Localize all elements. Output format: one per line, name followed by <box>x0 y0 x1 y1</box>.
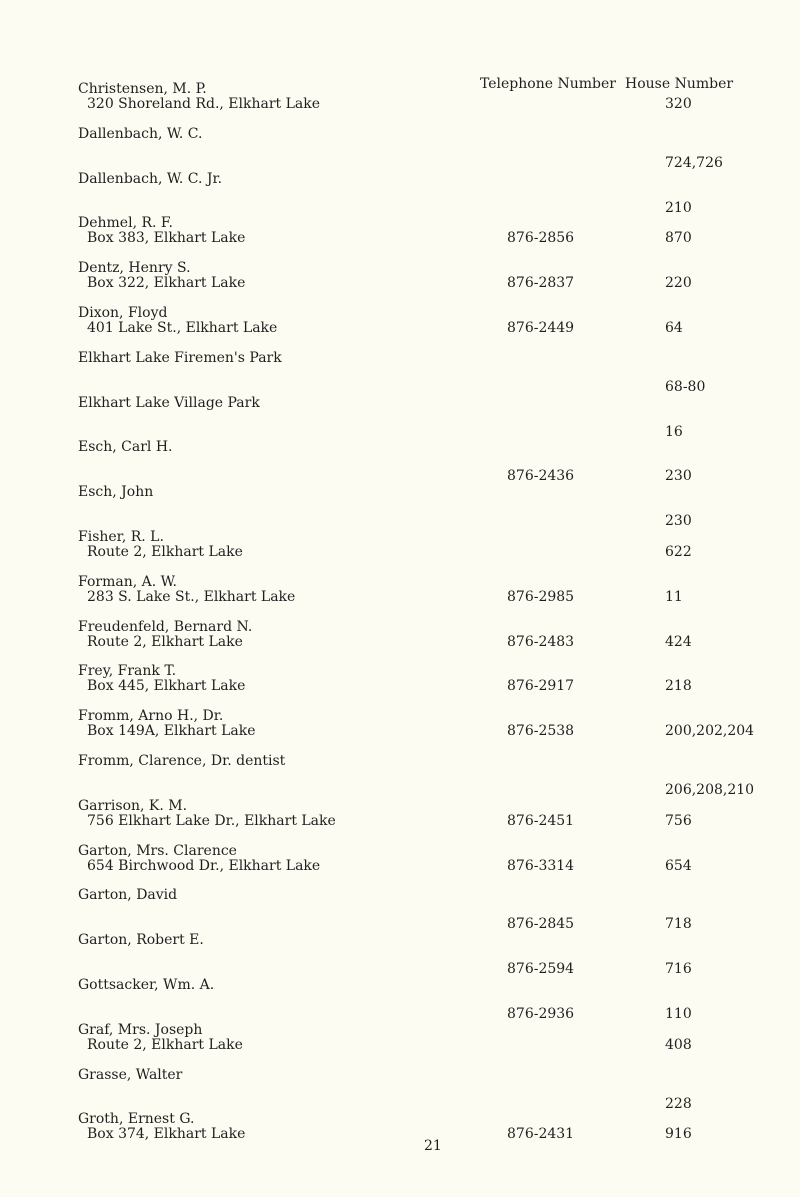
entry-address: 756 Elkhart Lake Dr., Elkhart Lake <box>87 813 336 829</box>
entry-telephone: 876-2451 <box>507 813 575 829</box>
entry-name: Garton, Robert E. <box>78 932 204 948</box>
directory-entry <box>0 932 800 976</box>
entry-address: Box 383, Elkhart Lake <box>87 230 246 246</box>
entry-name: Freudenfeld, Bernard N. <box>78 619 253 635</box>
telephone-number-header: Telephone Number <box>480 76 616 92</box>
entry-name: Garrison, K. M. <box>78 798 188 814</box>
entry-name: Dallenbach, W. C. <box>78 126 203 142</box>
entry-house-number: 110 <box>665 1006 692 1022</box>
entry-house-number: 206,208,210 <box>665 782 755 798</box>
entry-telephone: 876-2845 <box>507 916 575 932</box>
entry-house-number: 228 <box>665 1096 692 1112</box>
entry-name: Elkhart Lake Village Park <box>78 395 260 411</box>
entry-house-number: 718 <box>665 916 692 932</box>
directory-entry <box>0 708 800 752</box>
entry-house-number: 716 <box>665 961 692 977</box>
entry-house-number: 11 <box>665 589 683 605</box>
entry-house-number: 16 <box>665 424 683 440</box>
entry-house-number: 870 <box>665 230 692 246</box>
directory-entry <box>0 1067 800 1111</box>
entry-name: Esch, John <box>78 484 154 500</box>
entry-telephone: 876-2936 <box>507 1006 575 1022</box>
directory-entry <box>0 126 800 170</box>
entry-name: Gottsacker, Wm. A. <box>78 977 215 993</box>
directory-entry <box>0 843 800 887</box>
entry-name: Frey, Frank T. <box>78 663 177 679</box>
entry-address: Box 445, Elkhart Lake <box>87 678 246 694</box>
entry-telephone: 876-2917 <box>507 678 575 694</box>
entry-house-number: 424 <box>665 634 692 650</box>
directory-entry <box>0 619 800 663</box>
entry-house-number: 756 <box>665 813 692 829</box>
directory-entry <box>0 574 800 618</box>
entry-name: Garton, David <box>78 887 178 903</box>
directory-entry <box>0 887 800 931</box>
entry-address: 320 Shoreland Rd., Elkhart Lake <box>87 96 321 112</box>
entry-telephone: 876-2837 <box>507 275 575 291</box>
entry-address: Box 149A, Elkhart Lake <box>87 723 256 739</box>
entry-name: Elkhart Lake Firemen's Park <box>78 350 282 366</box>
entry-name: Grasse, Walter <box>78 1067 183 1083</box>
entry-telephone: 876-2431 <box>507 1126 575 1142</box>
directory-entry <box>0 215 800 259</box>
entry-house-number: 68-80 <box>665 379 706 395</box>
entry-name: Fisher, R. L. <box>78 529 164 545</box>
entry-name: Christensen, M. P. <box>78 81 207 97</box>
entry-house-number: 916 <box>665 1126 692 1142</box>
entry-name: Fromm, Clarence, Dr. dentist <box>78 753 286 769</box>
entry-name: Esch, Carl H. <box>78 439 173 455</box>
entry-name: Dentz, Henry S. <box>78 260 191 276</box>
entry-name: Graf, Mrs. Joseph <box>78 1022 203 1038</box>
entry-name: Fromm, Arno H., Dr. <box>78 708 224 724</box>
entry-telephone: 876-2856 <box>507 230 575 246</box>
entry-house-number: 622 <box>665 544 692 560</box>
entry-telephone: 876-2483 <box>507 634 575 650</box>
entry-telephone: 876-2538 <box>507 723 575 739</box>
entry-house-number: 724,726 <box>665 155 723 171</box>
entry-address: Box 374, Elkhart Lake <box>87 1126 246 1142</box>
directory-entry <box>0 663 800 707</box>
entry-house-number: 408 <box>665 1037 692 1053</box>
entry-house-number: 230 <box>665 513 692 529</box>
entry-telephone: 876-2594 <box>507 961 575 977</box>
entry-name: Dehmel, R. F. <box>78 215 173 231</box>
entry-address: 283 S. Lake St., Elkhart Lake <box>87 589 296 605</box>
entry-address: 654 Birchwood Dr., Elkhart Lake <box>87 858 321 874</box>
entry-house-number: 220 <box>665 275 692 291</box>
entry-name: Garton, Mrs. Clarence <box>78 843 237 859</box>
entry-house-number: 230 <box>665 468 692 484</box>
directory-entry <box>0 350 800 394</box>
directory-entry <box>0 753 800 797</box>
entry-house-number: 64 <box>665 320 683 336</box>
entry-address: 401 Lake St., Elkhart Lake <box>87 320 278 336</box>
house-number-header: House Number <box>625 76 734 92</box>
entry-address: Route 2, Elkhart Lake <box>87 1037 243 1053</box>
entry-house-number: 218 <box>665 678 692 694</box>
directory-entry <box>0 81 800 125</box>
directory-entry <box>0 395 800 439</box>
entry-house-number: 200,202,204 <box>665 723 755 739</box>
entry-house-number: 320 <box>665 96 692 112</box>
entry-telephone: 876-2449 <box>507 320 575 336</box>
directory-entry <box>0 484 800 528</box>
directory-entry <box>0 529 800 573</box>
entry-name: Forman, A. W. <box>78 574 178 590</box>
entry-house-number: 654 <box>665 858 692 874</box>
directory-entry <box>0 798 800 842</box>
entry-name: Dallenbach, W. C. Jr. <box>78 171 223 187</box>
entry-telephone: 876-2985 <box>507 589 575 605</box>
entry-address: Route 2, Elkhart Lake <box>87 634 243 650</box>
entry-telephone: 876-3314 <box>507 858 575 874</box>
entry-telephone: 876-2436 <box>507 468 575 484</box>
directory-entry <box>0 260 800 304</box>
directory-entry <box>0 171 800 215</box>
directory-entry <box>0 439 800 483</box>
directory-entry <box>0 1022 800 1066</box>
entry-address: Route 2, Elkhart Lake <box>87 544 243 560</box>
directory-entry <box>0 977 800 1021</box>
entry-name: Dixon, Floyd <box>78 305 168 321</box>
page-number: 21 <box>424 1138 442 1154</box>
directory-entry <box>0 1111 800 1155</box>
entry-name: Groth, Ernest G. <box>78 1111 195 1127</box>
entry-house-number: 210 <box>665 200 692 216</box>
directory-entry <box>0 305 800 349</box>
entry-address: Box 322, Elkhart Lake <box>87 275 246 291</box>
